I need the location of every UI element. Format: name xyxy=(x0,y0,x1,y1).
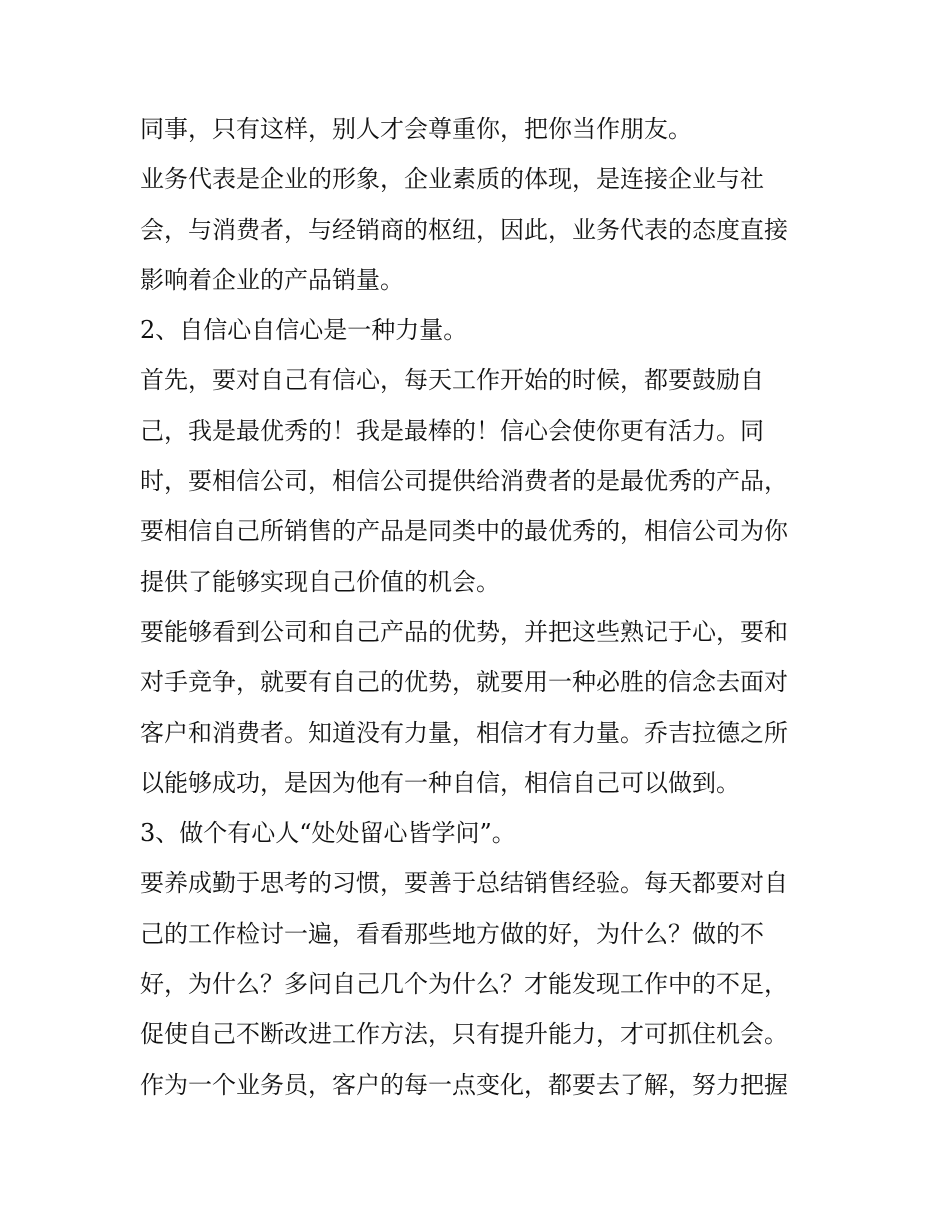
document-body xyxy=(140,104,812,1110)
text-line: 以能够成功，是因为他有一种自信，相信自己可以做到。 xyxy=(140,768,740,797)
section-heading: 3、做个有心人“处处留心皆学问”。 xyxy=(140,819,516,848)
text-line: 己，我是最优秀的！我是最棒的！信心会使你更有活力。同 xyxy=(140,416,764,445)
text-line: 己的工作检讨一遍，看看那些地方做的好，为什么？做的不 xyxy=(140,919,764,948)
section-heading: 2、自信心自信心是一种力量。 xyxy=(140,316,468,345)
text-line: 作为一个业务员，客户的每一点变化，都要去了解，努力把握 xyxy=(140,1070,788,1099)
text-line: 会，与消费者，与经销商的枢纽，因此，业务代表的态度直接 xyxy=(140,215,788,244)
text-line: 影响着企业的产品销量。 xyxy=(140,265,404,294)
text-line: 时，要相信公司，相信公司提供给消费者的是最优秀的产品， xyxy=(140,467,788,496)
text-line: 同事，只有这样，别人才会尊重你，把你当作朋友。 xyxy=(140,115,692,143)
text-line: 好，为什么？多问自己几个为什么？才能发现工作中的不足， xyxy=(140,970,788,999)
text-line: 首先，要对自己有信心，每天工作开始的时候，都要鼓励自 xyxy=(140,366,764,395)
text-line: 对手竞争，就要有自己的优势，就要用一种必胜的信念去面对 xyxy=(140,668,788,697)
text-line: 要能够看到公司和自己产品的优势，并把这些熟记于心，要和 xyxy=(140,617,788,646)
text-line: 客户和消费者。知道没有力量，相信才有力量。乔吉拉德之所 xyxy=(140,718,788,747)
text-line: 促使自己不断改进工作方法，只有提升能力，才可抓住机会。 xyxy=(140,1020,788,1049)
text-line: 提供了能够实现自己价值的机会。 xyxy=(140,567,500,596)
text-line: 要养成勤于思考的习惯，要善于总结销售经验。每天都要对自 xyxy=(140,869,788,898)
text-line: 要相信自己所销售的产品是同类中的最优秀的，相信公司为你 xyxy=(140,517,788,546)
text-line: 业务代表是企业的形象，企业素质的体现，是连接企业与社 xyxy=(140,165,764,194)
